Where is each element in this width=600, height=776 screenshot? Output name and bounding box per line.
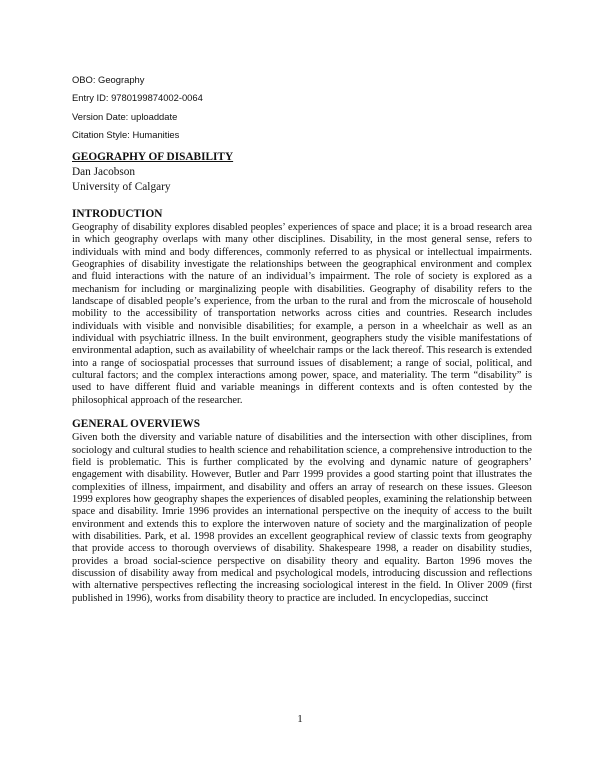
article-title: GEOGRAPHY OF DISABILITY xyxy=(72,151,234,163)
entry-id: Entry ID: 9780199874002-0064 xyxy=(72,92,203,104)
author-name: Dan Jacobson xyxy=(72,166,136,178)
obo-label: OBO: Geography xyxy=(72,74,145,85)
page-number: 1 xyxy=(297,713,303,725)
section-text-introduction: Geography of disability explores disabled peoples’ experiences of space and place; it is a broad research area in which geography overlaps with many other disciplines. Disability, in the most general sense, refers to individuals with mind and body differences, commonly referred to as physical or intellectual impairments. Geographies of disability investigate the relationships between the geographical environment and complex and fluid interactions with the nature of an individual’s impairment. The role of society is explored as a mechanism for including or marginalizing people with disabilities. Geography of disability refers to the landscape of disabled people’s experience, from the urban to the rural and from the microscale of household mobility to the accessibility of transportation networks across cities and countries. Research includes individuals with visible and nonvisible disabilities; for example, a person in a wheelchair as well as an individual with psychiatric illness. In the built environment, geographers study the visible manifestations of environmental adaption, such as availability of wheelchair ramps or the lack thereof. This research is extended into a range of sociospatial processes that surround issues of disablement; a range of social, political, and cultural factors; and the complex interactions among power, space, and materiality. The term “disability” is used to have different fluid and variable meanings in different contexts and is often contested by the philosophical approach of the researcher. xyxy=(72,222,532,406)
section-heading-general-overviews: GENERAL OVERVIEWS xyxy=(72,418,200,431)
article-body xyxy=(72,150,532,605)
section-text-general-overviews: Given both the diversity and variable nature of disabilities and the intersection with other disciplines, from sociology and cultural studies to health science and rehabilitation science, a comprehensive introduction to the field is problematic. This is further complicated by the evolving and dynamic nature of geographers’ engagement with disability. However, Butler and Parr 1999 provides a good starting point that illustrates the complexities of illness, impairment, and disability and offers an array of research on these issues. Gleeson 1999 explores how geography shapes the experiences of disabled peoples, examining the relationship between space and disability. Imrie 1996 provides an international perspective on the inequity of access to the built environment and extends this to explore the interwoven nature of society and the marginalization of people with disabilities. Park, et al. 1998 provides an excellent geographical review of classic texts from geography that provide access to thorough overviews of disability. Shakespeare 1998, a reader on disability studies, provides a broad social-science perspective on disability theory and equality. Barton 1996 moves the discussion of disability away from medical and psychological models, introducing discussion and reflections with alternative perspectives reflecting the increasing sociological interest in the field. In Oliver 2009 (first published in 1996), works from disability theory to practice are included. In encyclopedias, succinct xyxy=(72,432,532,604)
version-date: Version Date: uploaddate xyxy=(72,110,178,122)
metadata-block xyxy=(72,71,203,145)
author-affiliation: University of Calgary xyxy=(72,181,171,193)
citation-style: Citation Style: Humanities xyxy=(72,129,180,141)
section-heading-introduction: INTRODUCTION xyxy=(72,208,163,220)
